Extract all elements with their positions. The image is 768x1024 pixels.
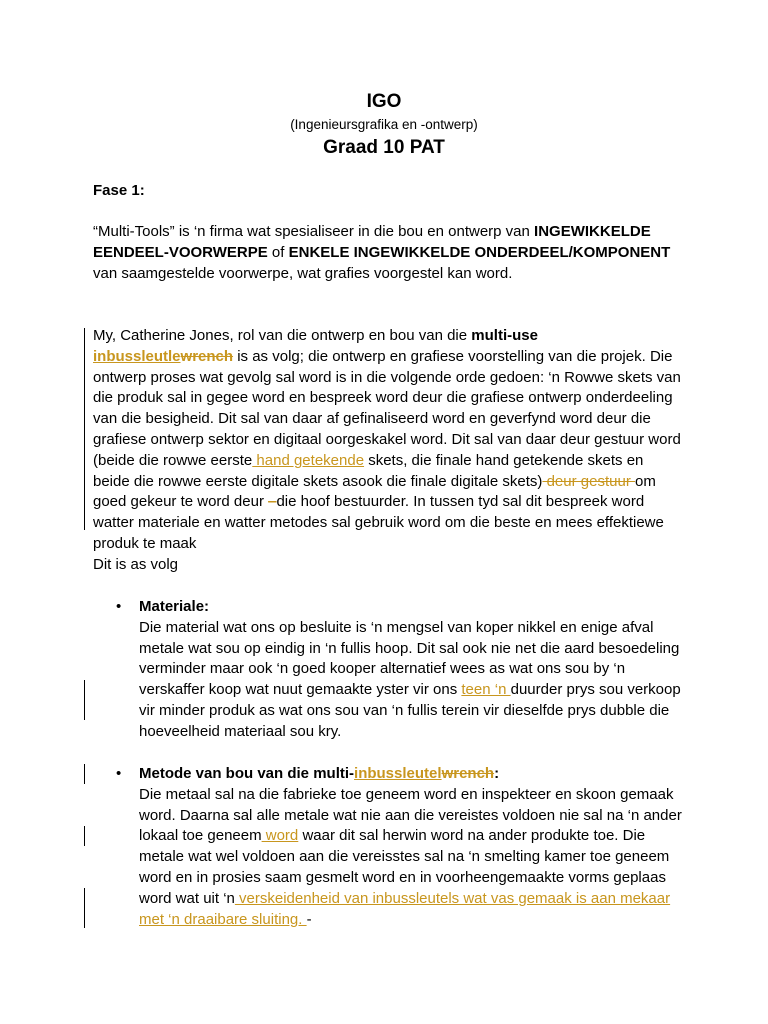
- intro-text-2: of: [267, 243, 289, 261]
- intro-paragraph: [93, 222, 683, 284]
- tracked-insertion[interactable]: hand getekende: [252, 451, 365, 469]
- tracked-deletion[interactable]: –: [268, 493, 277, 511]
- change-bar: [84, 680, 85, 720]
- change-bar: [84, 888, 85, 928]
- list-item-text: Die material wat ons op besluite is ‘n mengsel van koper nikkel en enige afval metale wat sou op eindig in ‘n fullis hoop. Dit sal ook nie net die aard besoedeling verminder maar ook ‘n goed kooper alternatief wees as wat ons sou by ‘n verskaffer koop wat nuut gemaakte yster vir ons: [139, 618, 680, 699]
- tracked-deletion[interactable]: wrench: [441, 765, 495, 782]
- main-text-1: My, Catherine Jones, rol van die ontwerp en bou van die: [93, 327, 472, 344]
- document-title: IGO: [366, 91, 402, 112]
- main-text-6: Dit is as volg: [93, 555, 179, 573]
- change-bar: [84, 328, 85, 530]
- list-item-text: duurder prys sou verkoop vir minder produk as wat ons sou van ‘n fullis terein vir dieselfde prys dubble die hoeveelheid materiaal sou kry.: [139, 681, 681, 740]
- main-text-5: die hoof bestuurder. In tussen tyd sal dit bespreek word watter materiale en watter metodes sal gebruik word om die beste en mees effektiewe produk te maak: [93, 493, 664, 552]
- main-paragraph: [93, 326, 683, 576]
- list-item-text: Die metaal sal na die fabrieke toe geneem word en inspekteer en skoon gemaak word. Daarna sal alle metale wat nie aan die vereistes voldoen nie sal na ‘n ander lokaal toe geneem: [139, 785, 682, 845]
- main-bold-1: multi-use: [471, 327, 538, 344]
- phase-heading: Fase 1:: [93, 182, 145, 199]
- intro-text-3: van saamgestelde voorwerpe, wat grafies voorgestel kan word.: [93, 264, 513, 282]
- grade-heading: Graad 10 PAT: [323, 137, 445, 158]
- bullet-icon: •: [116, 765, 122, 782]
- intro-bold-1: INGEWIKKELDE EENDEEL-VOORWERPE: [93, 223, 651, 261]
- change-bar: [84, 826, 85, 846]
- tracked-insertion[interactable]: verskeidenheid van inbussleutels wat vas gemaak is aan mekaar met ‘n draaibare sluiting.: [139, 889, 671, 928]
- list-item-text: waar dit sal herwin word na ander produkte toe. Die metale wat wel voldoen aan die vereisstes sal na ‘n smelting kamer toe geneem word en in prosies saam gesmelt word en in voorheengemaakte vorms geplaas word wat uit ‘n: [139, 827, 670, 907]
- tracked-insertion[interactable]: word: [261, 827, 299, 845]
- change-bar: [84, 764, 85, 784]
- list-item-text: -: [306, 910, 312, 928]
- list-item-heading: Metode van bou van die multi-: [139, 765, 355, 782]
- list-item-heading: :: [494, 765, 500, 782]
- intro-text-1: “Multi-Tools” is ‘n firma wat spesialiseer in die bou en ontwerp van: [93, 223, 535, 240]
- main-text-3: skets, die finale hand getekende skets en beide die rowwe eerste digitale skets asook die finale digitale skets): [93, 451, 644, 490]
- bullet-icon: •: [116, 598, 122, 615]
- tracked-insertion[interactable]: inbussleutel: [354, 765, 442, 782]
- document-subtitle: (Ingenieursgrafika en -ontwerp): [290, 117, 478, 132]
- main-text-4: om goed gekeur te word deur: [93, 472, 656, 511]
- list-item-heading: Materiale:: [139, 598, 210, 615]
- main-text-2: is as volg; die ontwerp en grafiese voorstelling van die projek. Die ontwerp proses wat gevolg sal word is in die volgende orde gedoen: ‘n Rowwe skets van die produk sal in gegee word en bespreek word deur die grafiese ontwerp onderdeeling van die besigheid. Dit sal van daar af gefinaliseerd word en geverfynd word deur die grafiese ontwerp sektor en digitaal oorgeskakel word. Dit sal van daar deur gestuur word (beide die rowwe eerste: [93, 347, 681, 469]
- intro-bold-2: ENKELE INGEWIKKELDE ONDERDEEL/KOMPONENT: [288, 243, 671, 261]
- list-item-materials: [139, 597, 687, 743]
- tracked-deletion[interactable]: wrench: [180, 347, 234, 365]
- tracked-insertion[interactable]: teen ‘n: [461, 681, 511, 699]
- tracked-deletion[interactable]: deur gestuur: [542, 472, 635, 490]
- tracked-insertion[interactable]: inbussleutle: [93, 347, 181, 365]
- list-item-method: [139, 764, 687, 930]
